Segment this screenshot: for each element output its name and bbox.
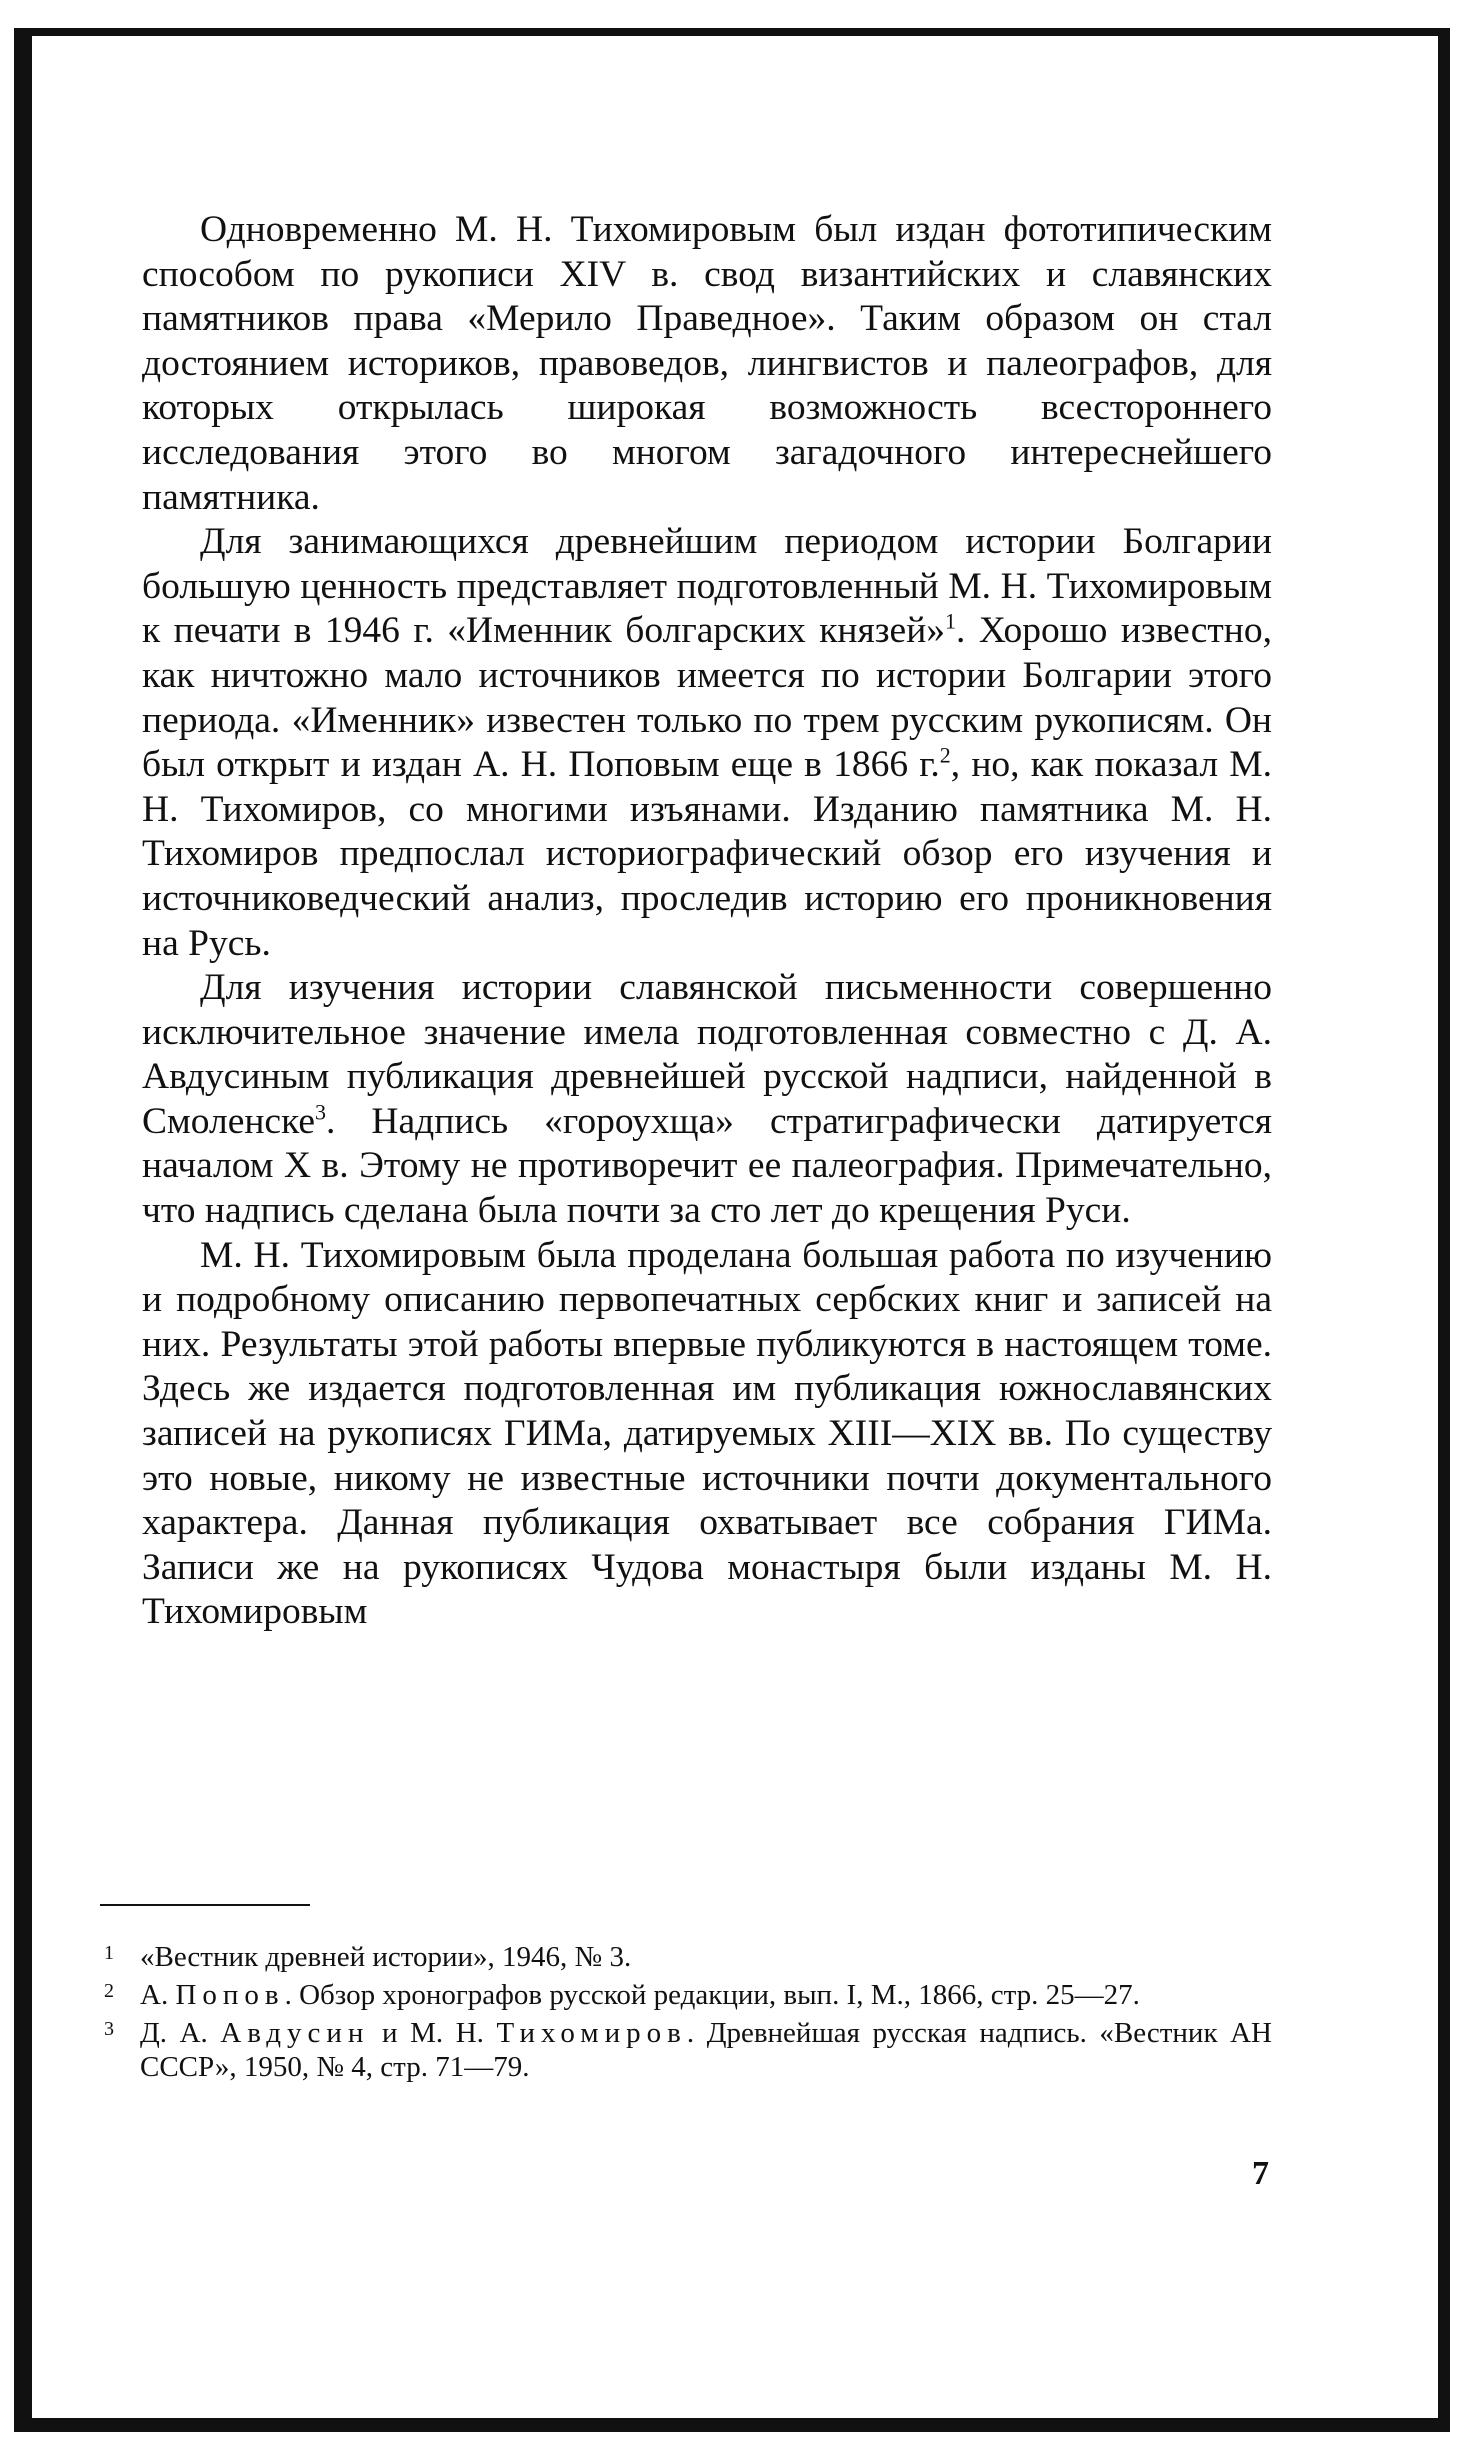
footnotes	[100, 1940, 1272, 2088]
footnote	[100, 2016, 1272, 2084]
footnote-reference: 1	[945, 608, 957, 634]
footnote-divider	[100, 1904, 310, 1906]
paragraph	[142, 208, 1272, 520]
paragraph	[142, 1234, 1272, 1635]
footnote-mark: 3	[104, 2018, 114, 2040]
footnote-reference: 3	[315, 1099, 326, 1125]
paragraph	[142, 966, 1272, 1234]
footnote	[100, 1978, 1272, 2012]
footnote-author: Тихомиров	[496, 2017, 687, 2049]
footnote-mark: 1	[104, 1942, 114, 1964]
footnote-reference: 2	[939, 742, 951, 768]
paragraph-text: Одновременно М. Н. Тихомировым был издан фототипическим способом по рукописи XIV в. свод византийских и славянских памятников права «Мерило Праведное». Таким образом он стал достоянием историков, правоведов, лингвистов и палеографов, для которых открылась широкая возможность всестороннего исследования этого во многом загадочного интереснейшего памятника.	[142, 209, 1272, 518]
page-number: 7	[1252, 2155, 1269, 2192]
footnote-text: и М. Н.	[369, 2017, 497, 2049]
paragraph-text: . Хорошо известно, как ничтожно мало источников имеется по истории Болгарии этого периода. «Именник» известен только по трем русским рукописям. Он был открыт и издан А. Н. Поповым еще в 1866 г.	[142, 610, 1272, 786]
paragraph	[142, 520, 1272, 966]
paragraph-text: . Надпись «гороухща» стратиграфически датируется началом X в. Этому не противоречит ее палеография. Примечательно, что надпись сделана была почти за сто лет до крещения Руси.	[142, 1100, 1272, 1232]
paragraph-text: Для занимающихся древнейшим периодом истории Болгарии большую ценность представляет подготовленный М. Н. Тихомировым к печати в 1946 г. «Именник болгарских князей»	[142, 521, 1272, 652]
main-text	[142, 208, 1272, 1635]
footnote-author: Попов	[175, 1979, 285, 2011]
paragraph-text: М. Н. Тихомировым была проделана большая работа по изучению и подробному описанию первопечатных сербских книг и записей на них. Результаты этой работы впервые публикуются в настоящем томе. Здесь же издается подготовленная им публикация южнославянских записей на рукописях ГИМа, датируемых XIII—XIX вв. По существу это новые, никому не известные источники почти документального характера. Данная публикация охватывает все собрания ГИМа. Записи же на рукописях Чудова монастыря были изданы М. Н. Тихомировым	[142, 1234, 1272, 1633]
footnote-text: . Древнейшая русская надпись. «Вестник АН СССР», 1950, № 4, стр. 71—79.	[140, 2017, 1272, 2083]
paragraph-text: , но, как показал М. Н. Тихомиров, со многими изъянами. Изданию памятника М. Н. Тихомиров предпослал историографический обзор его изучения и источниковедческий анализ, проследив историю его проникновения на Русь.	[142, 744, 1272, 964]
footnote-text: А.	[140, 1979, 176, 2011]
footnote-author: Авдусин	[220, 2017, 370, 2049]
footnote-mark: 2	[104, 1980, 114, 2002]
footnote	[100, 1940, 1272, 1974]
footnote-text: «Вестник древней истории», 1946, № 3.	[140, 1941, 632, 1973]
footnote-text: . Обзор хронографов русской редакции, вып. I, М., 1866, стр. 25—27.	[284, 1979, 1140, 2011]
footnote-text: Д. А.	[140, 2017, 221, 2049]
paragraph-text: Для изучения истории славянской письменности совершенно исключительное значение имела подготовленная совместно с Д. А. Авдусиным публикация древнейшей русской надписи, найденной в Смоленске	[142, 967, 1272, 1142]
